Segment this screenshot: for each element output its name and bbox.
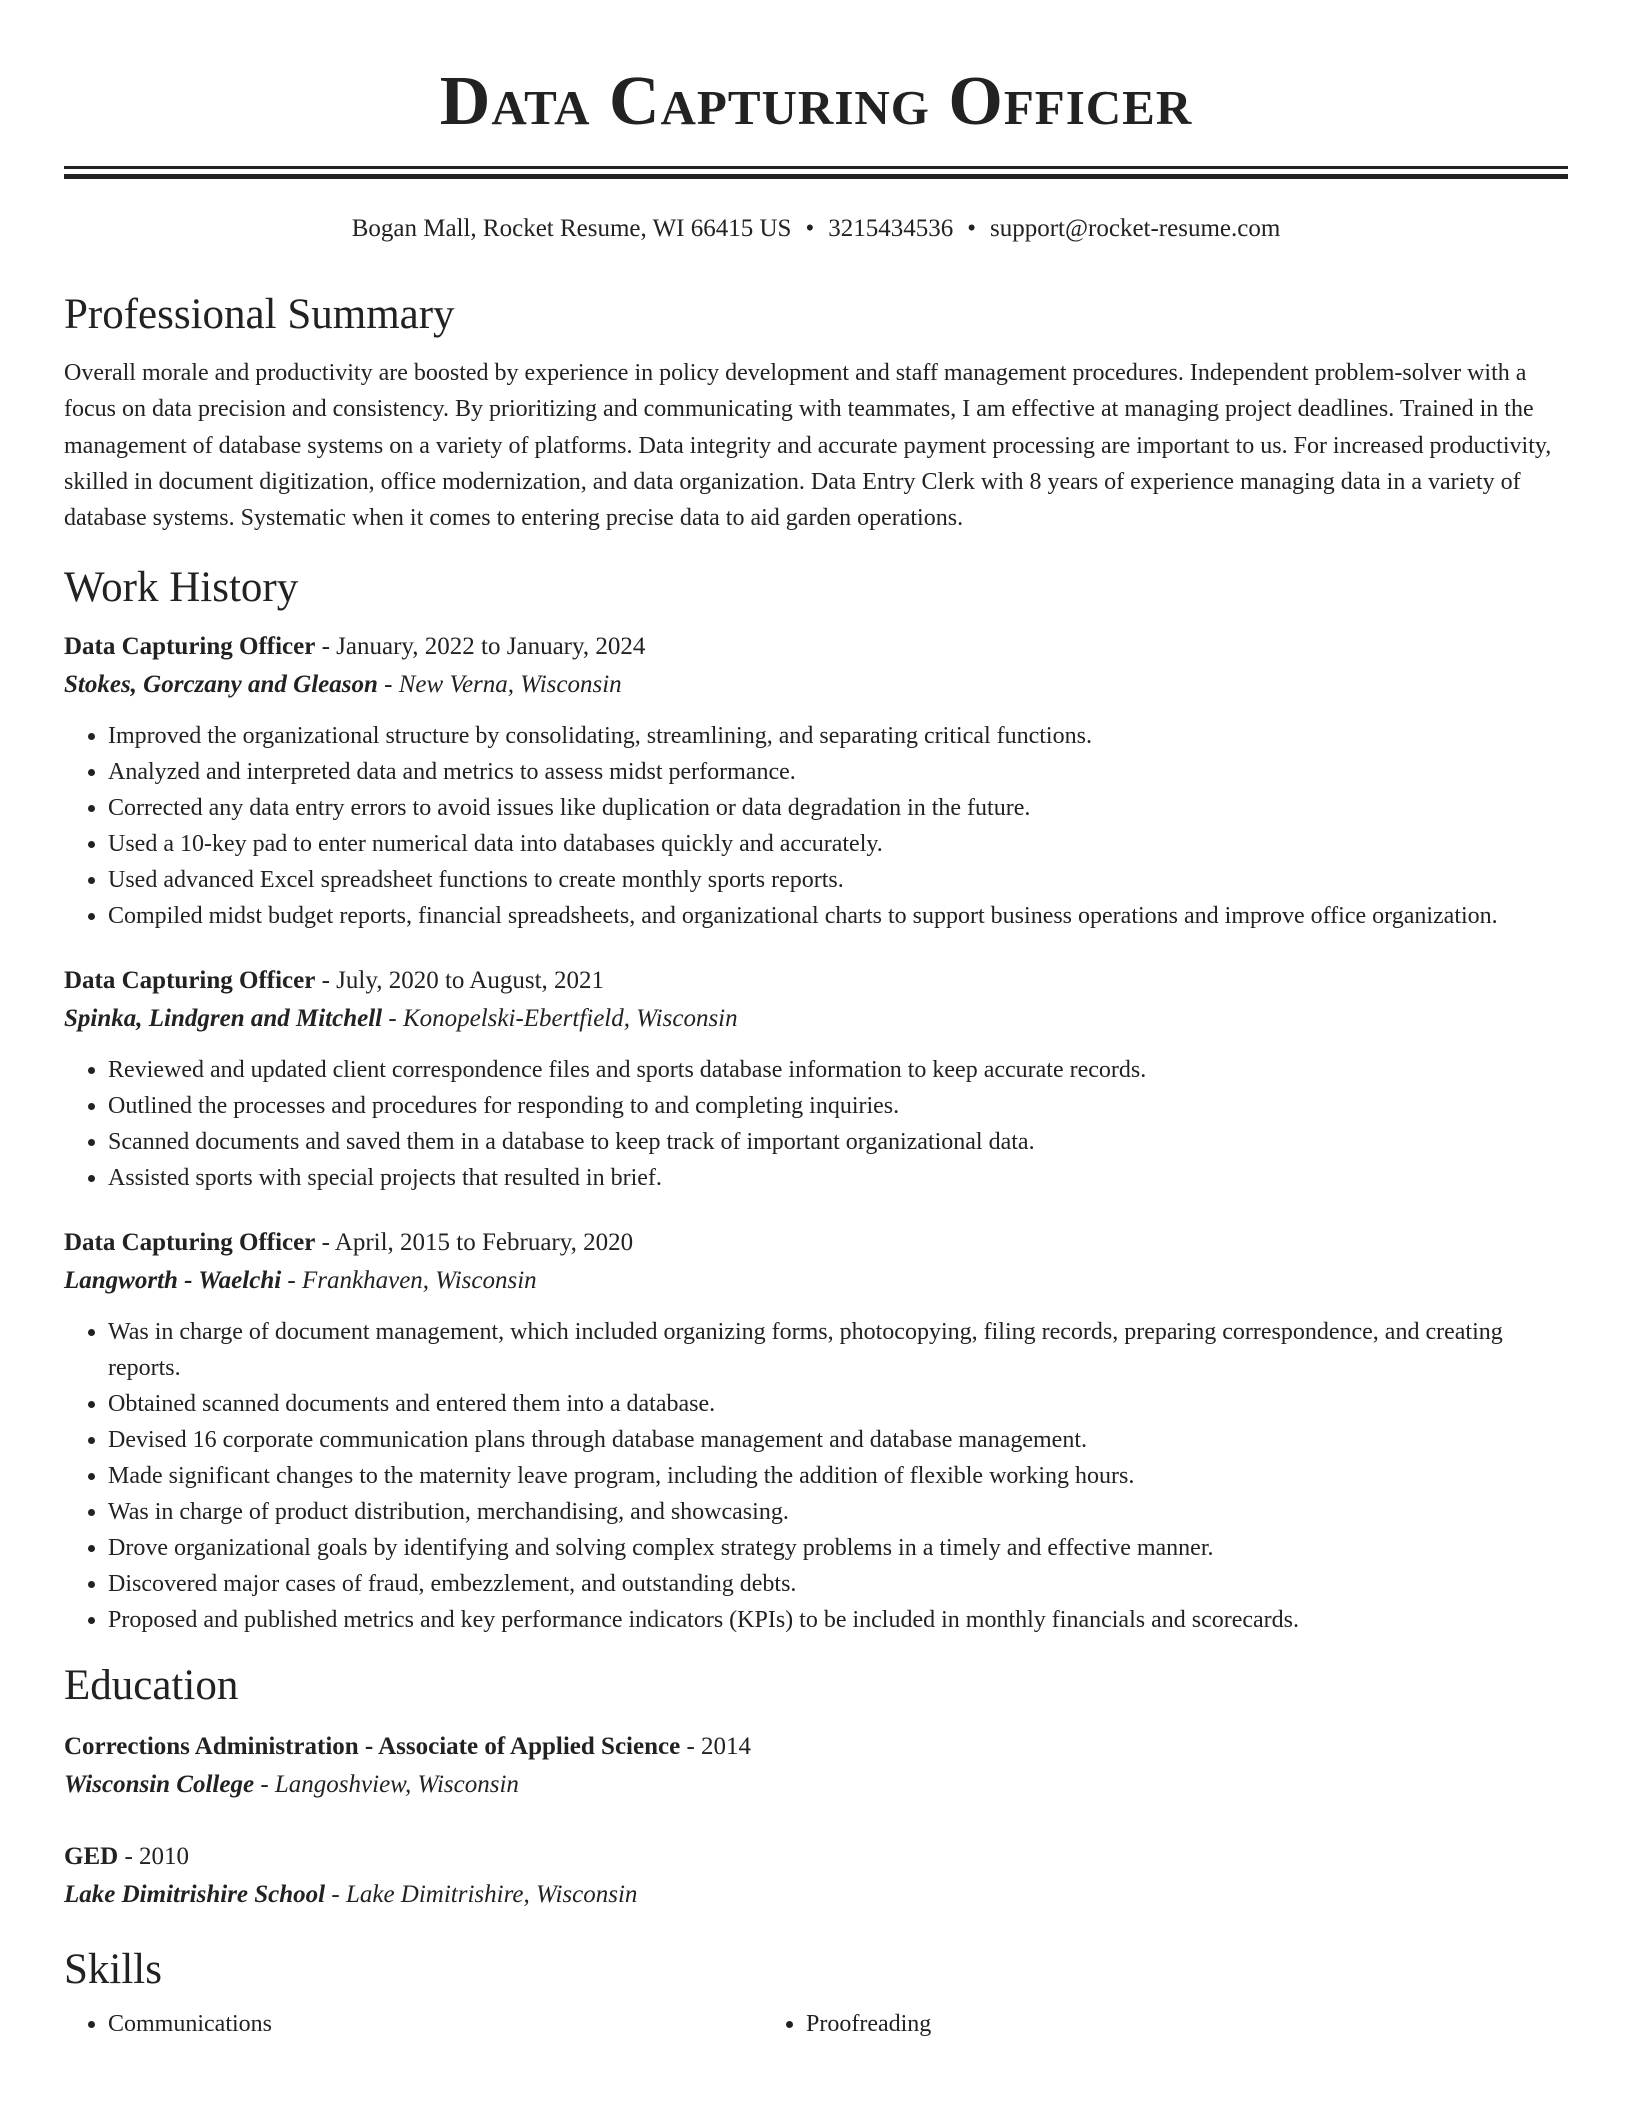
job-company: Stokes, Gorczany and Gleason — [64, 671, 378, 699]
skill-item: • Proofreading — [806, 2006, 1460, 2042]
education-degree-line — [64, 1728, 1568, 1766]
job-company-line — [64, 666, 1568, 704]
job-dates: - April, 2015 to February, 2020 — [315, 1229, 634, 1257]
job-entry — [64, 962, 1568, 1196]
skills-heading: Skills — [64, 1946, 162, 1994]
job-dates: - January, 2022 to January, 2024 — [315, 633, 646, 661]
education-year: - 2010 — [118, 1843, 190, 1871]
job-title-line — [64, 628, 1568, 666]
resume-name: Data Capturing Officer — [439, 63, 1193, 140]
list-item: • Compiled midst budget reports, financial spreadsheets, and organizational charts to support business operations and improve office organization. — [108, 898, 1568, 934]
list-item: • Used a 10-key pad to enter numerical data into databases quickly and accurately. — [108, 826, 1568, 862]
job-company-line — [64, 1262, 1568, 1300]
education-degree: Corrections Administration - Associate of Applied Science — [64, 1733, 681, 1761]
education-entry — [64, 1838, 1568, 1914]
education-degree-line — [64, 1838, 1568, 1876]
summary-text: Overall morale and productivity are boosted by experience in policy development and staff management procedures. Independent problem-solver with a focus on data precision and consistency. By prioritizing and communicating with teammates, I am effective at managing project deadlines. Trained in the management of database systems on a variety of platforms. Data integrity and accurate payment processing are important to us. For increased productivity, skilled in document digitization, office modernization, and data organization. Data Entry Clerk with 8 years of experience managing data in a variety of database systems. Systematic when it comes to entering precise data to aid garden operations. — [64, 360, 1552, 532]
list-item: • Drove organizational goals by identifying and solving complex strategy problems in a timely and effective manner. — [108, 1530, 1568, 1566]
summary-heading: Professional Summary — [64, 291, 455, 338]
work-history-heading: Work History — [64, 564, 299, 612]
list-item: • Devised 16 corporate communication plans through database management and database management. — [108, 1422, 1568, 1458]
education-school: Lake Dimitrishire School — [64, 1881, 326, 1909]
education-location: - Langoshview, Wisconsin — [254, 1771, 519, 1799]
skills-list-left — [64, 2006, 762, 2042]
job-bullets — [64, 1052, 1568, 1196]
education-heading: Education — [64, 1662, 239, 1710]
list-item: • Assisted sports with special projects that resulted in brief. — [108, 1160, 1568, 1196]
list-item: • Scanned documents and saved them in a database to keep track of important organizational data. — [108, 1124, 1568, 1160]
list-item: • Proposed and published metrics and key performance indicators (KPIs) to be included in monthly financials and scorecards. — [108, 1602, 1568, 1638]
list-item: • Made significant changes to the maternity leave program, including the addition of flexible working hours. — [108, 1458, 1568, 1494]
job-location: - Frankhaven, Wisconsin — [281, 1267, 537, 1295]
header-rule-top — [64, 166, 1568, 169]
job-title-line — [64, 1224, 1568, 1262]
header-rule-bottom — [64, 174, 1568, 179]
list-item: • Was in charge of document management, which included organizing forms, photocopying, filing records, preparing correspondence, and creating reports. — [108, 1314, 1568, 1386]
job-dates: - July, 2020 to August, 2021 — [315, 967, 605, 995]
contact-separator: • — [805, 215, 815, 242]
skills-columns — [64, 2006, 1568, 2042]
list-item: • Outlined the processes and procedures for responding to and completing inquiries. — [108, 1088, 1568, 1124]
job-company: Langworth - Waelchi — [64, 1267, 282, 1295]
contact-address: Bogan Mall, Rocket Resume, WI 66415 US — [351, 215, 792, 242]
contact-line — [64, 213, 1568, 245]
job-role: Data Capturing Officer — [64, 967, 316, 995]
list-item: • Corrected any data entry errors to avoid issues like duplication or data degradation in the future. — [108, 790, 1568, 826]
job-role: Data Capturing Officer — [64, 633, 316, 661]
skill-item: • Communications — [108, 2006, 762, 2042]
list-item: • Obtained scanned documents and entered them into a database. — [108, 1386, 1568, 1422]
skills-list-right — [762, 2006, 1460, 2042]
job-company: Spinka, Lindgren and Mitchell — [64, 1005, 383, 1033]
education-year: - 2014 — [680, 1733, 752, 1761]
education-degree: GED — [64, 1843, 119, 1871]
list-item: • Improved the organizational structure by consolidating, streamlining, and separating critical functions. — [108, 718, 1568, 754]
contact-separator: • — [967, 215, 976, 242]
education-location: - Lake Dimitrishire, Wisconsin — [325, 1881, 638, 1909]
contact-phone: 3215434536 — [828, 215, 954, 242]
job-entry — [64, 1224, 1568, 1638]
job-entry — [64, 628, 1568, 934]
job-company-line — [64, 1000, 1568, 1038]
education-entry — [64, 1728, 1568, 1804]
education-school: Wisconsin College — [64, 1771, 255, 1799]
education-school-line — [64, 1876, 1568, 1914]
education-school-line — [64, 1766, 1568, 1804]
list-item: • Was in charge of product distribution, merchandising, and showcasing. — [108, 1494, 1568, 1530]
contact-email: support@rocket-resume.com — [990, 215, 1281, 242]
job-bullets — [64, 1314, 1568, 1638]
list-item: • Used advanced Excel spreadsheet functions to create monthly sports reports. — [108, 862, 1568, 898]
job-location: - Konopelski-Ebertfield, Wisconsin — [382, 1005, 738, 1033]
list-item: • Analyzed and interpreted data and metrics to assess midst performance. — [108, 754, 1568, 790]
list-item: • Discovered major cases of fraud, embezzlement, and outstanding debts. — [108, 1566, 1568, 1602]
job-bullets — [64, 718, 1568, 934]
job-title-line — [64, 962, 1568, 1000]
job-location: - New Verna, Wisconsin — [377, 671, 622, 699]
job-role: Data Capturing Officer — [64, 1229, 316, 1257]
list-item: • Reviewed and updated client correspondence files and sports database information to keep accurate records. — [108, 1052, 1568, 1088]
